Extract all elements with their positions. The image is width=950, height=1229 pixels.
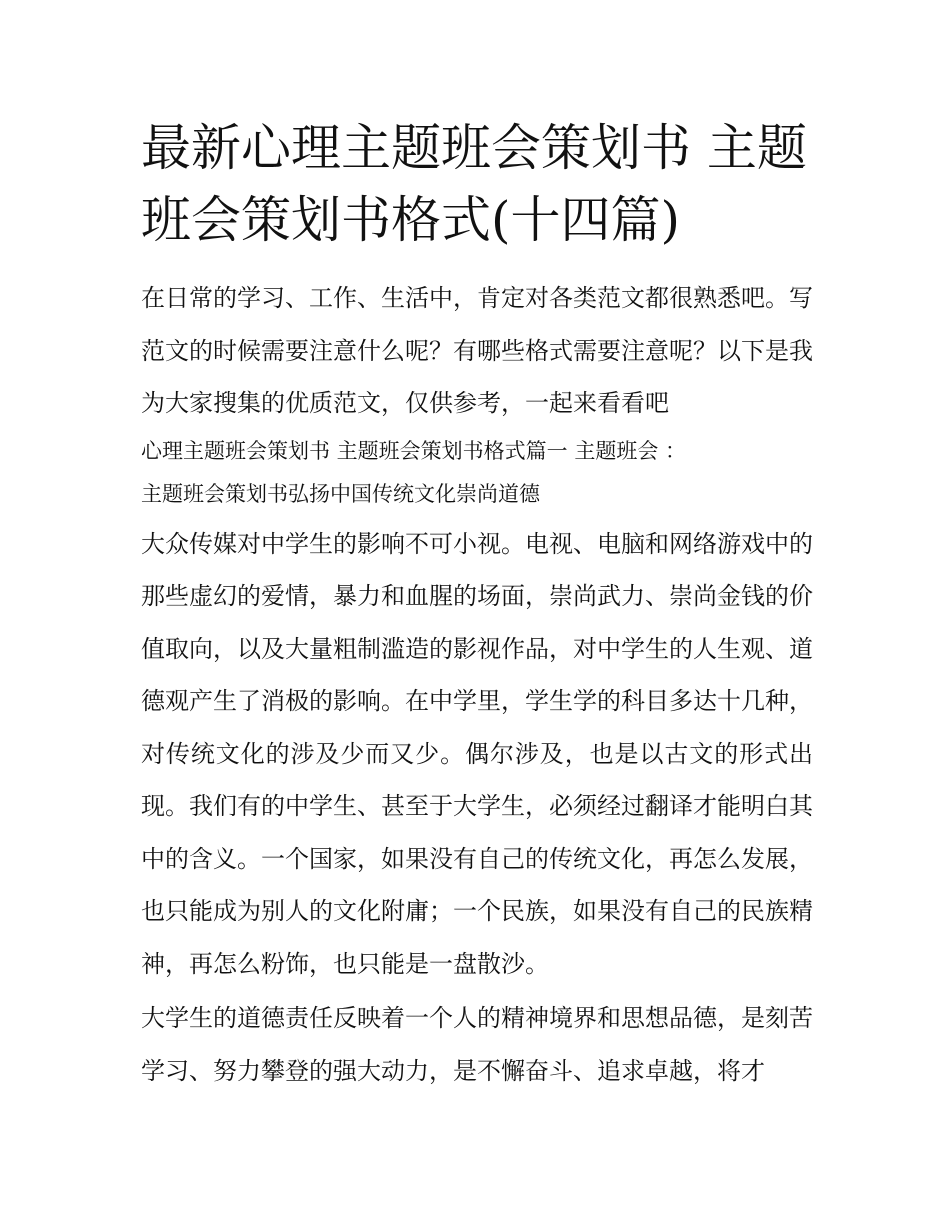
document-body (141, 112, 813, 1097)
body-paragraph-2: 大学生的道德责任反映着一个人的精神境界和思想品德，是刻苦学习、努力攀登的强大动力，是不懈奋斗、追求卓越，将才 (141, 1004, 813, 1085)
section-subheading: 主题班会策划书弘扬中国传统文化崇尚道德 (141, 481, 540, 506)
body-paragraph-1: 大众传媒对中学生的影响不可小视。电视、电脑和网络游戏中的那些虚幻的爱情，暴力和血腥的场面，崇尚武力、崇尚金钱的价值取向，以及大量粗制滥造的影视作品，对中学生的人生观、道德观产生了消极的影响。在中学里，学生学的科目多达十几种，对传统文化的涉及少而又少。偶尔涉及，也是以古文的形式出现。我们有的中学生、甚至于大学生，必须经过翻译才能明白其中的含义。一个国家，如果没有自己的传统文化，再怎么发展，也只能成为别人的文化附庸；一个民族，如果没有自己的民族精神，再怎么粉饰，也只能是一盘散沙。 (141, 529, 813, 978)
intro-paragraph: 在日常的学习、工作、生活中，肯定对各类范文都很熟悉吧。写范文的时候需要注意什么呢？有哪些格式需要注意呢？以下是我为大家搜集的优质范文，仅供参考，一起来看看吧 (141, 284, 813, 417)
section-heading: 心理主题班会策划书 主题班会策划书格式篇一 主题班会 ： (141, 438, 687, 463)
document-title: 最新心理主题班会策划书 主题班会策划书格式(十四篇) (141, 119, 807, 249)
